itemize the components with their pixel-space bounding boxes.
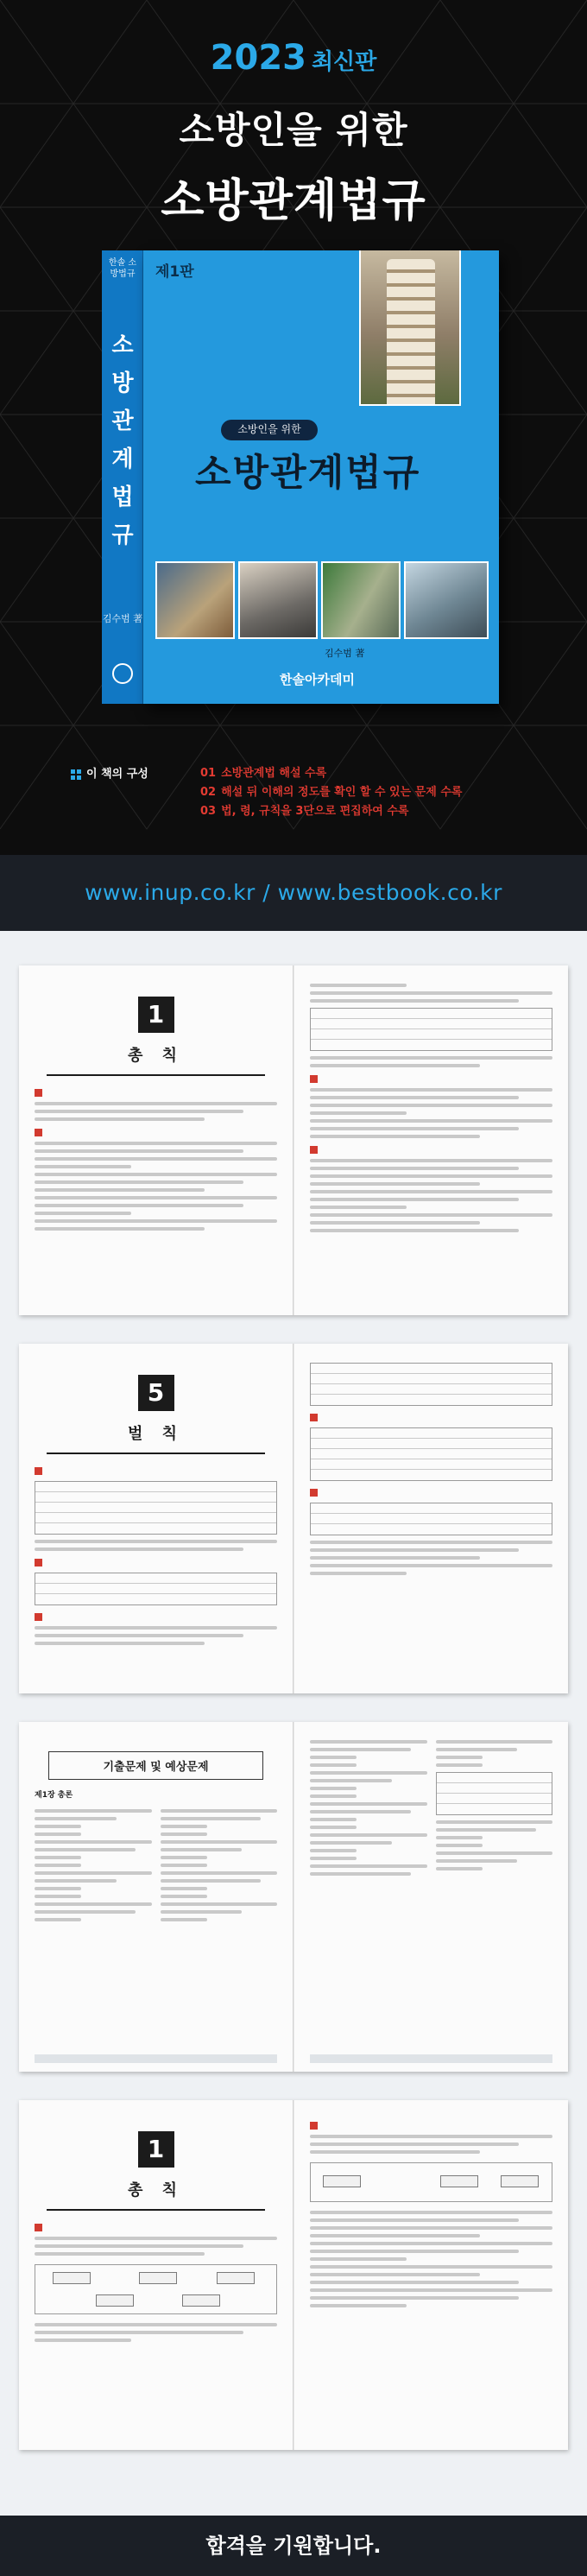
building-photo-1 [155,561,235,639]
quiz-chapter-header: 제1장 총론 [35,1791,73,1800]
book-title: 소방관계법규 [195,452,421,495]
composition-item: 03 법, 령, 규칙을 3단으로 편집하여 수록 [200,805,409,818]
closing-message: 합격을 기원합니다. [0,2516,587,2576]
sample-pages [0,931,587,2516]
chapter-number: 1 [138,2131,174,2168]
book-cover-image [102,250,499,704]
sample-page [19,1344,293,1693]
chapter-number: 1 [138,997,174,1033]
spine-title: 소 방 관 계 법 규 [111,332,134,548]
hero-title-line1: 소방인을 위한 [179,109,408,151]
sample-spread-3 [19,1722,568,2072]
spine-author: 김수범 著 [102,613,143,624]
definition-diagram [310,2162,552,2202]
sample-spread-4 [19,2100,568,2450]
sample-spread-1 [19,965,568,1315]
sample-page [19,2100,293,2450]
chapter-title: 총 칙 [47,1043,265,1076]
book-publisher: 한솔아카데미 [280,672,355,687]
website-urls[interactable]: www.inup.co.kr / www.bestbook.co.kr [0,855,587,931]
sample-page [294,1344,568,1693]
sample-page [19,965,293,1315]
book-spine [102,250,143,704]
chapter-number: 5 [138,1375,174,1411]
flow-diagram [35,2264,277,2314]
sample-page [294,965,568,1315]
sample-spread-2 [19,1344,568,1693]
composition-list [200,764,462,821]
year-edition [0,38,587,78]
chapter-title: 벌 칙 [47,1421,265,1454]
book-front-cover [143,250,499,704]
composition-label: 이 책의 구성 [71,764,148,781]
building-photo-2 [238,561,318,639]
sample-page [294,1722,568,2072]
composition-item: 01 소방관계법 해설 수록 [200,767,327,780]
book-subtitle: 소방인을 위한 [221,420,318,440]
grid-icon [71,769,81,780]
quiz-title: 기출문제 및 예상문제 [48,1751,263,1780]
sample-page [294,2100,568,2450]
year: 2023 [210,38,306,78]
edition-label: 최신판 [311,49,377,75]
book-author: 김수범 著 [325,648,365,659]
building-photo-3 [321,561,401,639]
sample-page [19,1722,293,2072]
building-photo-4 [404,561,489,639]
hero-title-line2: 소방관계법규 [161,175,426,227]
composition-item: 02 해설 뒤 이해의 정도를 확인 할 수 있는 문제 수록 [200,786,463,799]
tower-photo [359,250,461,406]
hero-banner [0,0,587,855]
book-edition: 제1판 [155,263,194,281]
spine-series: 한솔 소방법규 [108,258,137,279]
chapter-title: 총 칙 [47,2178,265,2211]
publisher-logo-icon [112,663,133,684]
